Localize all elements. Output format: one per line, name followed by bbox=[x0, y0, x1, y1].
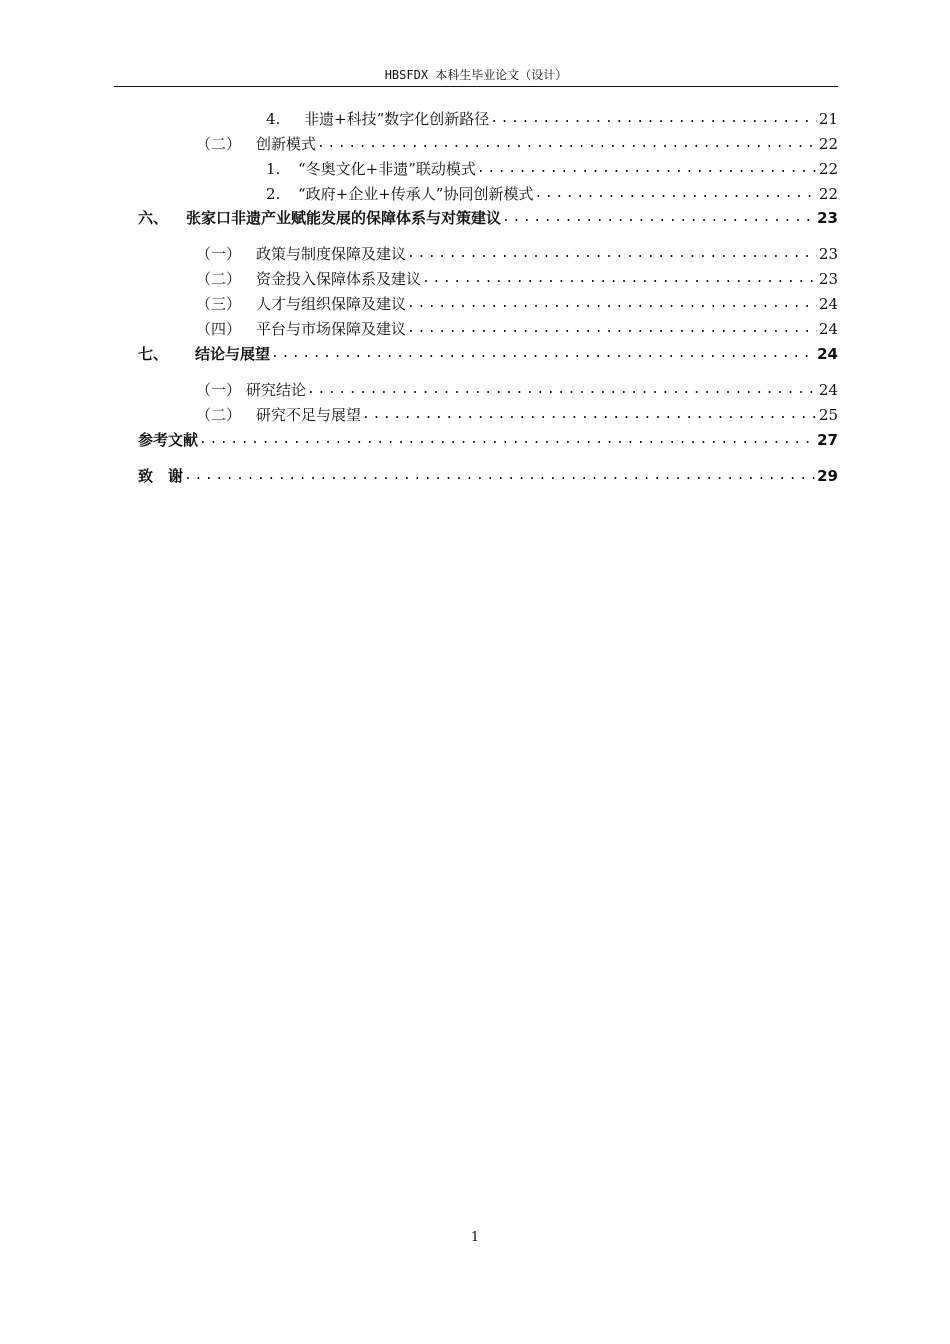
toc-title: 平台与市场保障及建议 bbox=[256, 320, 407, 338]
toc-page-number: 22 bbox=[818, 135, 838, 153]
toc-page-number: 27 bbox=[817, 431, 838, 449]
toc-page-number: 23 bbox=[818, 245, 838, 263]
toc-title: 人才与组织保障及建议 bbox=[256, 295, 407, 313]
toc-entry[interactable] bbox=[196, 132, 838, 154]
toc-page-number: 23 bbox=[818, 270, 838, 288]
toc-chapter-entry[interactable] bbox=[138, 464, 838, 486]
toc-page-number: 24 bbox=[818, 381, 838, 399]
toc-leader bbox=[306, 380, 817, 400]
toc-page-number: 24 bbox=[817, 345, 838, 363]
toc-page-number: 29 bbox=[817, 467, 838, 485]
toc-leader bbox=[406, 244, 817, 264]
toc-title: 创新模式 bbox=[256, 135, 317, 153]
toc-leader bbox=[476, 159, 817, 179]
toc-number: （三） bbox=[196, 295, 242, 313]
toc-title: 张家口非遗产业赋能发展的保障体系与对策建议 bbox=[186, 209, 502, 227]
toc-number: （四） bbox=[196, 320, 242, 338]
toc-number: 2. bbox=[266, 185, 281, 203]
toc-title: 资金投入保障体系及建议 bbox=[256, 270, 422, 288]
toc-leader bbox=[183, 466, 815, 486]
toc-entry[interactable] bbox=[196, 317, 838, 339]
toc-title: 非遗+科技”数字化创新路径 bbox=[304, 110, 490, 128]
toc-page-number: 21 bbox=[818, 110, 838, 128]
toc-chapter-entry[interactable] bbox=[138, 428, 838, 450]
toc-title: 研究不足与展望 bbox=[256, 406, 362, 424]
toc-entry[interactable] bbox=[196, 267, 838, 289]
toc-entry[interactable] bbox=[196, 378, 838, 400]
toc-title: 参考文献 bbox=[138, 431, 199, 449]
toc-leader bbox=[421, 269, 817, 289]
toc-number: （一） bbox=[196, 381, 242, 399]
toc-page-number: 22 bbox=[818, 185, 838, 203]
toc-leader bbox=[489, 109, 817, 129]
toc-number: 1. bbox=[266, 160, 281, 178]
toc-entry[interactable] bbox=[196, 403, 838, 425]
toc-leader bbox=[406, 319, 817, 339]
toc-number: （一） bbox=[196, 245, 242, 263]
toc-title: “政府+企业+传承人”协同创新模式 bbox=[298, 185, 534, 203]
toc-number: （二） bbox=[196, 135, 242, 153]
toc-page-number: 24 bbox=[818, 295, 838, 313]
toc-number: 4. bbox=[266, 110, 281, 128]
toc-page-number: 23 bbox=[817, 209, 838, 227]
running-header: HBSFDX 本科生毕业论文（设计） bbox=[384, 68, 568, 82]
toc-number: 七、 bbox=[138, 345, 169, 363]
toc-leader bbox=[270, 344, 815, 364]
toc-number: （二） bbox=[196, 270, 242, 288]
toc-leader bbox=[361, 405, 817, 425]
toc-title: “冬奥文化+非遗”联动模式 bbox=[298, 160, 476, 178]
toc-title: 研究结论 bbox=[246, 381, 307, 399]
toc-chapter-entry[interactable] bbox=[138, 206, 838, 228]
toc-page-number: 24 bbox=[818, 320, 838, 338]
header-rule bbox=[114, 86, 838, 87]
toc-leader bbox=[533, 184, 816, 204]
toc-number: （二） bbox=[196, 406, 242, 424]
toc-leader bbox=[198, 430, 815, 450]
toc-leader bbox=[316, 134, 817, 154]
toc-title: 政策与制度保障及建议 bbox=[256, 245, 407, 263]
toc-leader bbox=[406, 294, 817, 314]
toc-chapter-entry[interactable] bbox=[138, 342, 838, 364]
toc-page-number: 25 bbox=[818, 406, 838, 424]
toc-entry[interactable] bbox=[266, 157, 838, 179]
toc-entry[interactable] bbox=[266, 107, 838, 129]
toc-page-number: 22 bbox=[818, 160, 838, 178]
toc-title: 结论与展望 bbox=[195, 345, 271, 363]
toc-entry[interactable] bbox=[196, 242, 838, 264]
page-number: 1 bbox=[470, 1230, 480, 1245]
toc-leader bbox=[501, 208, 815, 228]
toc-entry[interactable] bbox=[266, 182, 838, 204]
toc-title: 致 谢 bbox=[138, 467, 184, 485]
toc-entry[interactable] bbox=[196, 292, 838, 314]
toc-number: 六、 bbox=[138, 209, 169, 227]
